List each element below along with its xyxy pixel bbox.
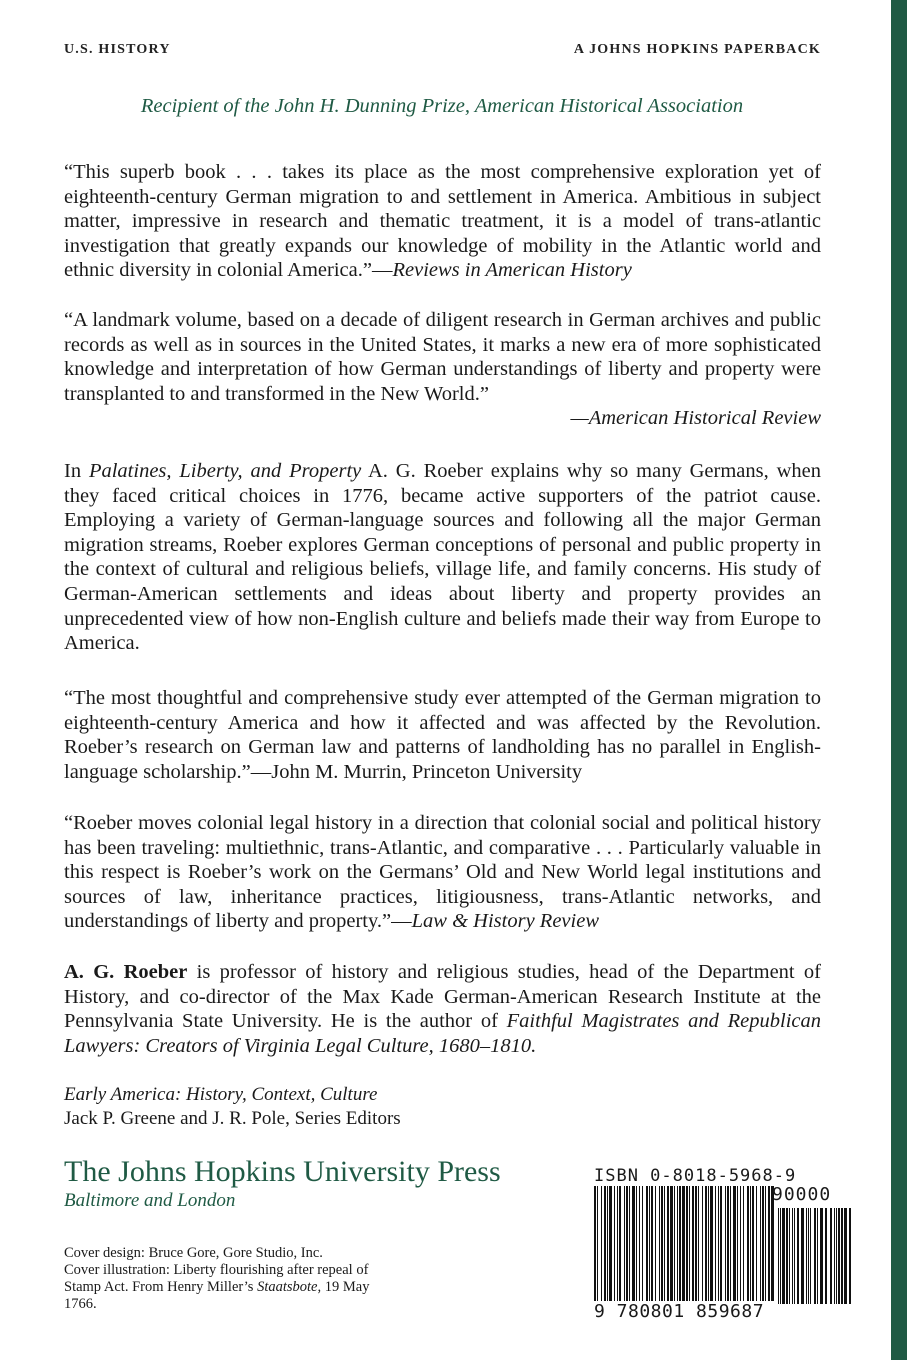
- barcode-bar: [655, 1186, 656, 1304]
- price-barcode-bar: [789, 1208, 790, 1304]
- barcode-bar: [750, 1186, 751, 1304]
- barcode-bar: [614, 1186, 615, 1304]
- barcode-bar: [686, 1186, 688, 1304]
- barcode-bar: [762, 1186, 764, 1304]
- isbn-number: ISBN 0-8018-5968-9: [594, 1166, 797, 1186]
- barcode-bar: [609, 1186, 612, 1304]
- author-name: A. G. Roeber: [64, 961, 188, 983]
- review-law-history-review: [64, 811, 821, 934]
- barcode-bar: [692, 1186, 694, 1304]
- award-line: Recipient of the John H. Dunning Prize, American Historical Association: [140, 95, 744, 117]
- series-title: Early America: History, Context, Culture: [64, 1084, 378, 1105]
- barcode-bar: [639, 1186, 640, 1304]
- author-previous-book: Faithful Magistrates and Republican Lawyers: Creators of Virginia Legal Culture, 1680–1810.: [64, 1010, 821, 1057]
- review-reviews-in-american-history: [64, 160, 821, 283]
- illustration-date: 19 May 1766.: [64, 1279, 370, 1312]
- barcode-bar: [720, 1186, 722, 1304]
- review-source: —American Historical Review: [570, 407, 821, 430]
- series-editors: Jack P. Greene and J. R. Pole, Series Editors: [64, 1108, 401, 1129]
- price-barcode-bar: [797, 1208, 799, 1304]
- barcode-bar: [629, 1186, 630, 1304]
- barcode-bar: [756, 1186, 757, 1304]
- review-american-historical-review: [64, 308, 821, 431]
- price-barcode-bar: [838, 1208, 840, 1304]
- price-barcode-bar: [782, 1208, 785, 1304]
- barcode-bar: [718, 1186, 719, 1304]
- barcode-bar: [636, 1186, 637, 1304]
- category-label: U.S. HISTORY: [64, 42, 171, 57]
- ean-number: 9 780801 859687: [594, 1301, 774, 1322]
- review-text: “Roeber moves colonial legal history in a direction that colonial social and political history has been traveling: multiethnic, trans-Atlantic, and comparative . . . Particularly valuable in this respect is Roeber’s work on the Germans’ Old and New World legal institutions and sources of law, inheritance practices, litigiousness, trans-Atlantic networks, and understandings of liberty and property.”—: [64, 812, 821, 933]
- review-text: “This superb book . . . takes its place as the most comprehensive exploration yet of eighteenth-century German migration to and settlement in America. Ambitious in subject matter, impressive in research and thematic treatment, it is a model of trans-atlantic investigation that greatly expands our knowledge of mobility in the Atlantic world and ethnic diversity in colonial America.”—: [64, 161, 821, 282]
- barcode-bar: [664, 1186, 665, 1304]
- barcode-bar: [679, 1186, 681, 1304]
- barcode-bar: [768, 1186, 770, 1304]
- barcode-bar: [626, 1186, 628, 1304]
- price-barcode-bar: [806, 1208, 807, 1304]
- book-title: Palatines, Liberty, and Property: [88, 460, 362, 482]
- barcode-bar: [642, 1186, 643, 1304]
- barcode-bar: [730, 1186, 731, 1304]
- review-text: “The most thoughtful and comprehensive study ever attempted of the German migration to eighteenth-century America and how it affected and was affected by the Revolution. Roeber’s research on German law and patterns of landholding has no parallel in English-language scholarship.”—John M. Murrin, Princeton University: [64, 687, 821, 783]
- review-murrin: [64, 686, 821, 784]
- price-barcode-bar: [786, 1208, 788, 1304]
- price-barcode-bar: [778, 1208, 779, 1304]
- review-source: Reviews in American History: [392, 259, 632, 282]
- price-barcode-bar: [780, 1208, 781, 1304]
- barcode-bar: [682, 1186, 685, 1304]
- spine-color-stripe: [891, 0, 907, 1360]
- barcode-bar: [661, 1186, 663, 1304]
- price-barcode-bar: [814, 1208, 816, 1304]
- author-bio-text: is professor of history and religious studies, head of the Department of History, and co-director of the Max Kade German-American Research Institute at the Pennsylvania State University. He is the author of: [64, 961, 821, 1033]
- barcode-bar: [659, 1186, 660, 1304]
- price-barcode-bar: [841, 1208, 843, 1304]
- price-barcode-bar: [834, 1208, 835, 1304]
- cover-illustration-credit: Cover illustration: Liberty flourishing after repeal of Stamp Act. From Henry Miller’s: [64, 1262, 369, 1295]
- price-barcode-bar: [825, 1208, 827, 1304]
- barcode-bar: [649, 1186, 650, 1304]
- price-barcode-bar: [849, 1208, 851, 1304]
- barcode-bar: [624, 1186, 625, 1304]
- author-bio: [64, 960, 821, 1058]
- description-lead: In: [64, 460, 89, 482]
- series-info: [64, 1083, 401, 1131]
- book-description: [64, 459, 821, 656]
- barcode-bar: [708, 1186, 709, 1304]
- description-body: A. G. Roeber explains why so many Germans, when they faced critical choices in 1776, became active supporters of the patriot cause. Employing a variety of German-language sources and following all the major German migration streams, Roeber explores German conceptions of personal and public property in the context of cultural and religious beliefs, village life, and family concerns. His study of German-American settlements and ideas about liberty and property provides an unprecedented view of how non-English culture and beliefs made their way from Europe to America.: [64, 460, 822, 655]
- price-barcode-bar: [836, 1208, 837, 1304]
- barcode-bar: [705, 1186, 707, 1304]
- barcode-bar: [695, 1186, 697, 1304]
- barcode-bar: [760, 1186, 761, 1304]
- cover-design-credit: Cover design: Bruce Gore, Gore Studio, Inc.: [64, 1245, 323, 1261]
- barcode-bar: [727, 1186, 729, 1304]
- barcode-bar: [607, 1186, 608, 1304]
- barcode-bar: [725, 1186, 726, 1304]
- barcode-bar: [740, 1186, 741, 1304]
- price-barcode-bar: [830, 1208, 832, 1304]
- publisher-city: Baltimore and London: [64, 1190, 236, 1211]
- barcode-bar: [597, 1186, 598, 1304]
- barcode-bar: [617, 1186, 618, 1304]
- barcode-bar: [737, 1186, 738, 1304]
- price-barcode-bar: [808, 1208, 809, 1304]
- illustration-source-title: Staatsbote,: [257, 1279, 322, 1295]
- publisher-name: The Johns Hopkins University Press: [64, 1155, 501, 1188]
- barcode-bar: [689, 1186, 690, 1304]
- price-barcode-bar: [820, 1208, 823, 1304]
- price-barcode-bar: [817, 1208, 818, 1304]
- isbn-barcode: [594, 1166, 852, 1331]
- barcode-bar: [698, 1186, 699, 1304]
- barcode-bar: [670, 1186, 673, 1304]
- series-imprint-label: A JOHNS HOPKINS PAPERBACK: [573, 42, 821, 57]
- price-barcode-bar: [844, 1208, 847, 1304]
- price-barcode-bar: [792, 1208, 793, 1304]
- review-source: Law & History Review: [411, 910, 599, 933]
- barcode-bar: [710, 1186, 713, 1304]
- barcode-bar: [752, 1186, 754, 1304]
- barcode-bar: [601, 1186, 602, 1304]
- barcode-bar: [677, 1186, 678, 1304]
- barcode-bar: [747, 1186, 749, 1304]
- barcode-bar: [619, 1186, 621, 1304]
- barcode-bar: [674, 1186, 675, 1304]
- barcode-bar: [743, 1186, 744, 1304]
- price-barcode-bar: [801, 1208, 804, 1304]
- barcode-bar: [646, 1186, 648, 1304]
- price-code: 90000: [772, 1184, 832, 1205]
- review-text: “A landmark volume, based on a decade of diligent research in German archives and public records as well as in sources in the United States, it marks a new era of more sophisticated knowledge and interpretation of how German understandings of liberty and property were transplanted to and transformed in the New World.”: [64, 309, 821, 405]
- barcode-bar: [765, 1186, 766, 1304]
- cover-credits: [64, 1245, 394, 1313]
- price-barcode-bar: [810, 1208, 811, 1304]
- barcode-bar: [632, 1186, 635, 1304]
- barcode-bar: [667, 1186, 669, 1304]
- barcode-bar: [715, 1186, 716, 1304]
- barcode-bar: [604, 1186, 606, 1304]
- barcode-bar: [594, 1186, 596, 1304]
- barcode-bar: [651, 1186, 653, 1304]
- barcode-bar: [702, 1186, 703, 1304]
- price-barcode-bar: [794, 1208, 795, 1304]
- barcode-bar: [733, 1186, 736, 1304]
